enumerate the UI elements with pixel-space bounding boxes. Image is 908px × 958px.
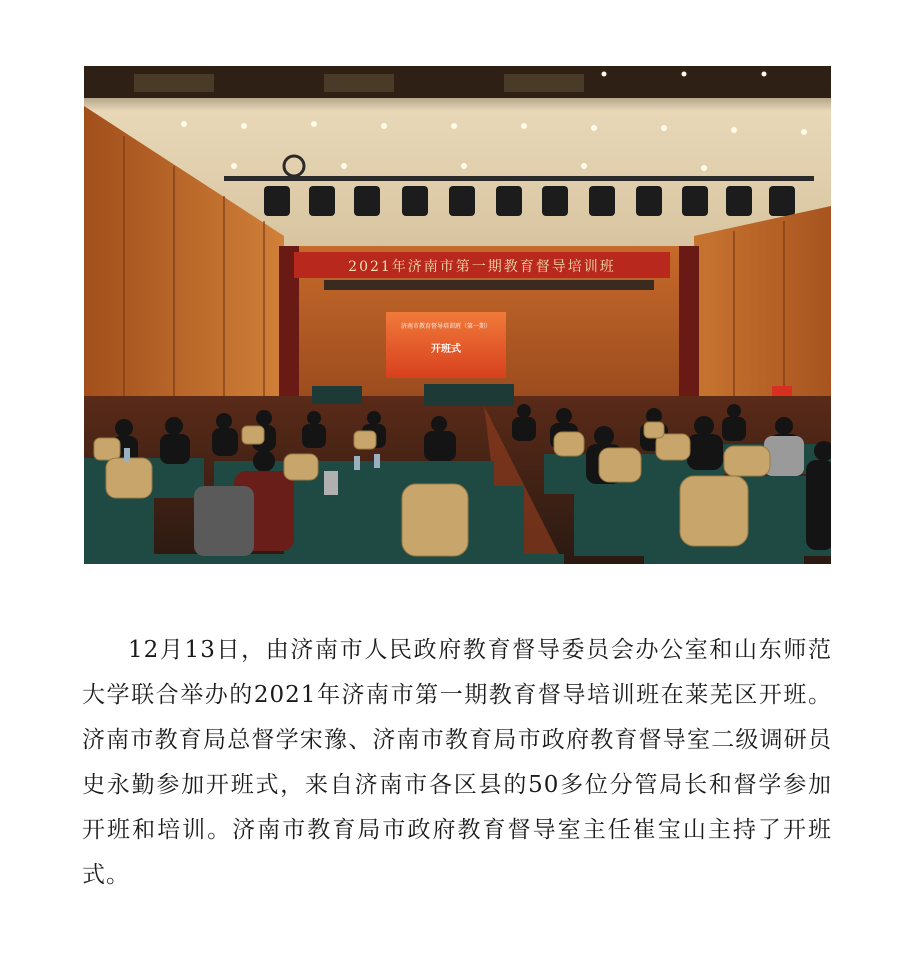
article-paragraph: 12月13日，由济南市人民政府教育督导委员会办公室和山东师范大学联合举办的2021年济南市第一期教育督导培训班在莱芜区开班。济南市教育局总督学宋豫、济南市教育局市政府教育督导室二级调研员史永勤参加开班式，来自济南市各区县的50多位分管局长和督学参加开班和培训。济南市教育局市政府教育督导室主任崔宝山主持了开班式。 xyxy=(82,637,832,888)
banner-text: 2021年济南市第一期教育督导培训班 xyxy=(348,259,616,275)
screen-subtitle: 开班式 xyxy=(431,344,461,355)
meeting-hall-photo xyxy=(84,66,831,564)
screen-title: 济南市教育督导培训班（第一期） xyxy=(400,323,492,330)
